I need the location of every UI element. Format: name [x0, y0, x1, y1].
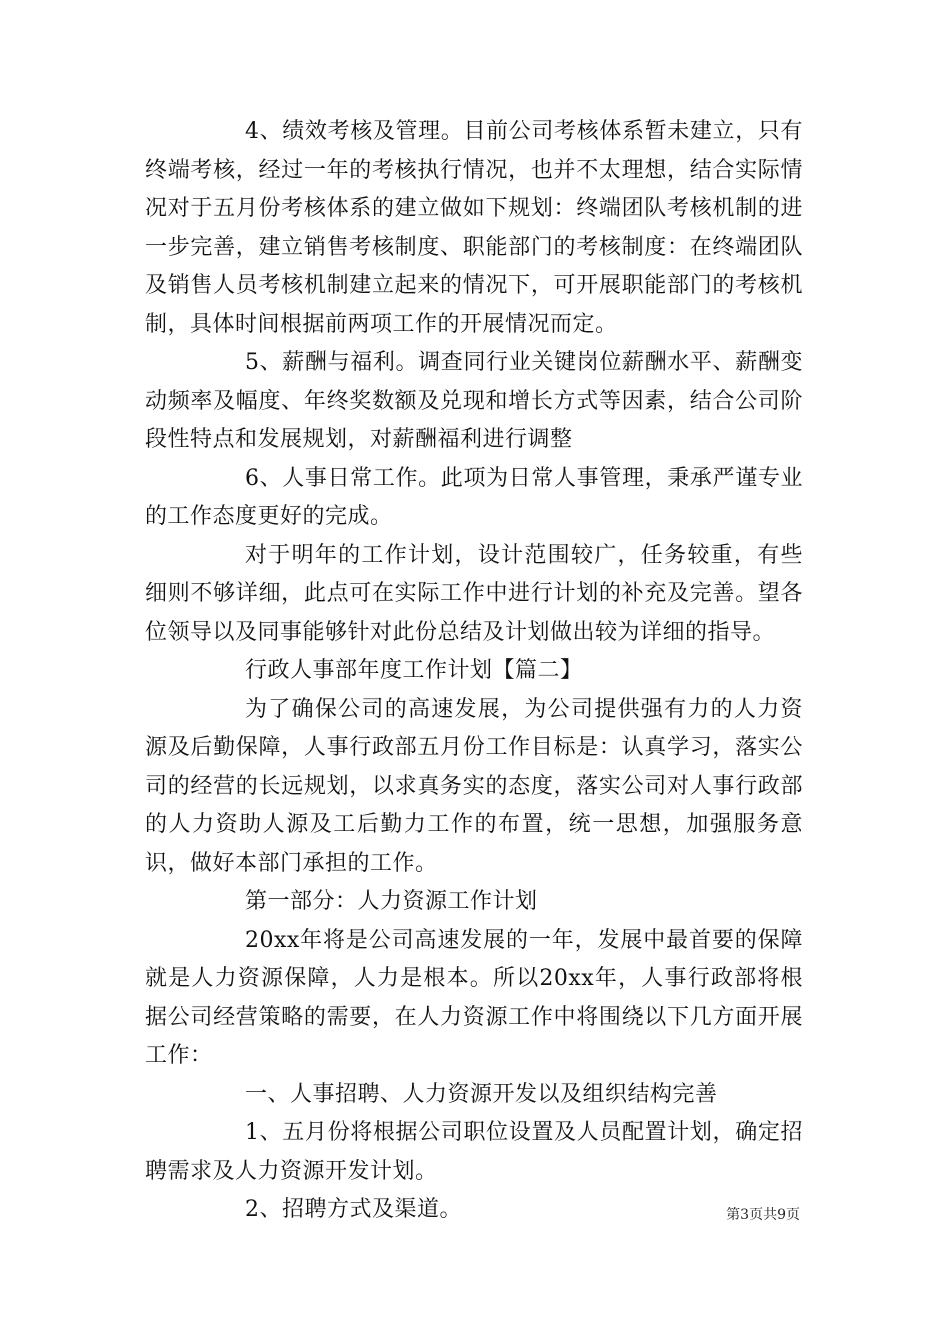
- paragraph-recruitment-plan: 1、五月份将根据公司职位设置及人员配置计划，确定招聘需求及人力资源开发计划。: [145, 1120, 803, 1184]
- paragraph-salary-welfare: 5、薪酬与福利。调查同行业关键岗位薪酬水平、薪酬变动频率及幅度、年终奖数额及兑现和增长方式等因素，结合公司阶段性特点和发展规划，对薪酬福利进行调整: [145, 350, 803, 452]
- subheading-recruitment-channels: 2、招聘方式及渠道。: [245, 1197, 462, 1222]
- paragraph-daily-hr-work: 6、人事日常工作。此项为日常人事管理，秉承严谨专业的工作态度更好的完成。: [145, 465, 803, 529]
- paragraph-hr-guarantee: 20xx年将是公司高速发展的一年，发展中最首要的保障就是人力资源保障，人力是根本。所以20xx年，人事行政部将根据公司经营策略的需要，在人力资源工作中将围绕以下几方面开展工作：: [145, 927, 803, 1068]
- paragraph-next-year-plan: 对于明年的工作计划，设计范围较广，任务较重，有些细则不够详细，此点可在实际工作中进行计划的补充及完善。望各位领导以及同事能够针对此份总结及计划做出较为详细的指导。: [145, 542, 803, 645]
- paragraph-goals: 为了确保公司的高速发展，为公司提供强有力的人力资源及后勤保障，人事行政部五月份工作目标是：认真学习，落实公司的经营的长远规划，以求真务实的态度，落实公司对人事行政部的人力资助人源及工后勤力工作的布置，统一思想，加强服务意识，做好本部门承担的工作。: [145, 696, 803, 876]
- section-title-part-two: 行政人事部年度工作计划【篇二】: [245, 658, 583, 683]
- section-title-recruitment: 一、人事招聘、人力资源开发以及组织结构完善: [245, 1081, 718, 1107]
- paragraph-performance-appraisal: 4、绩效考核及管理。目前公司考核体系暂未建立，只有终端考核，经过一年的考核执行情况，也并不太理想，结合实际情况对于五月份考核体系的建立做如下规划：终端团队考核机制的进一步完善，建立销售考核制度、职能部门的考核制度：在终端团队及销售人员考核机制建立起来的情况下，可开展职能部门的考核机制，具体时间根据前两项工作的开展情况而定。: [145, 119, 803, 337]
- page-number-footer: 第3页共9页: [726, 1207, 800, 1223]
- document-body: [145, 113, 803, 1230]
- section-title-hr-plan: 第一部分：人力资源工作计划: [245, 889, 538, 914]
